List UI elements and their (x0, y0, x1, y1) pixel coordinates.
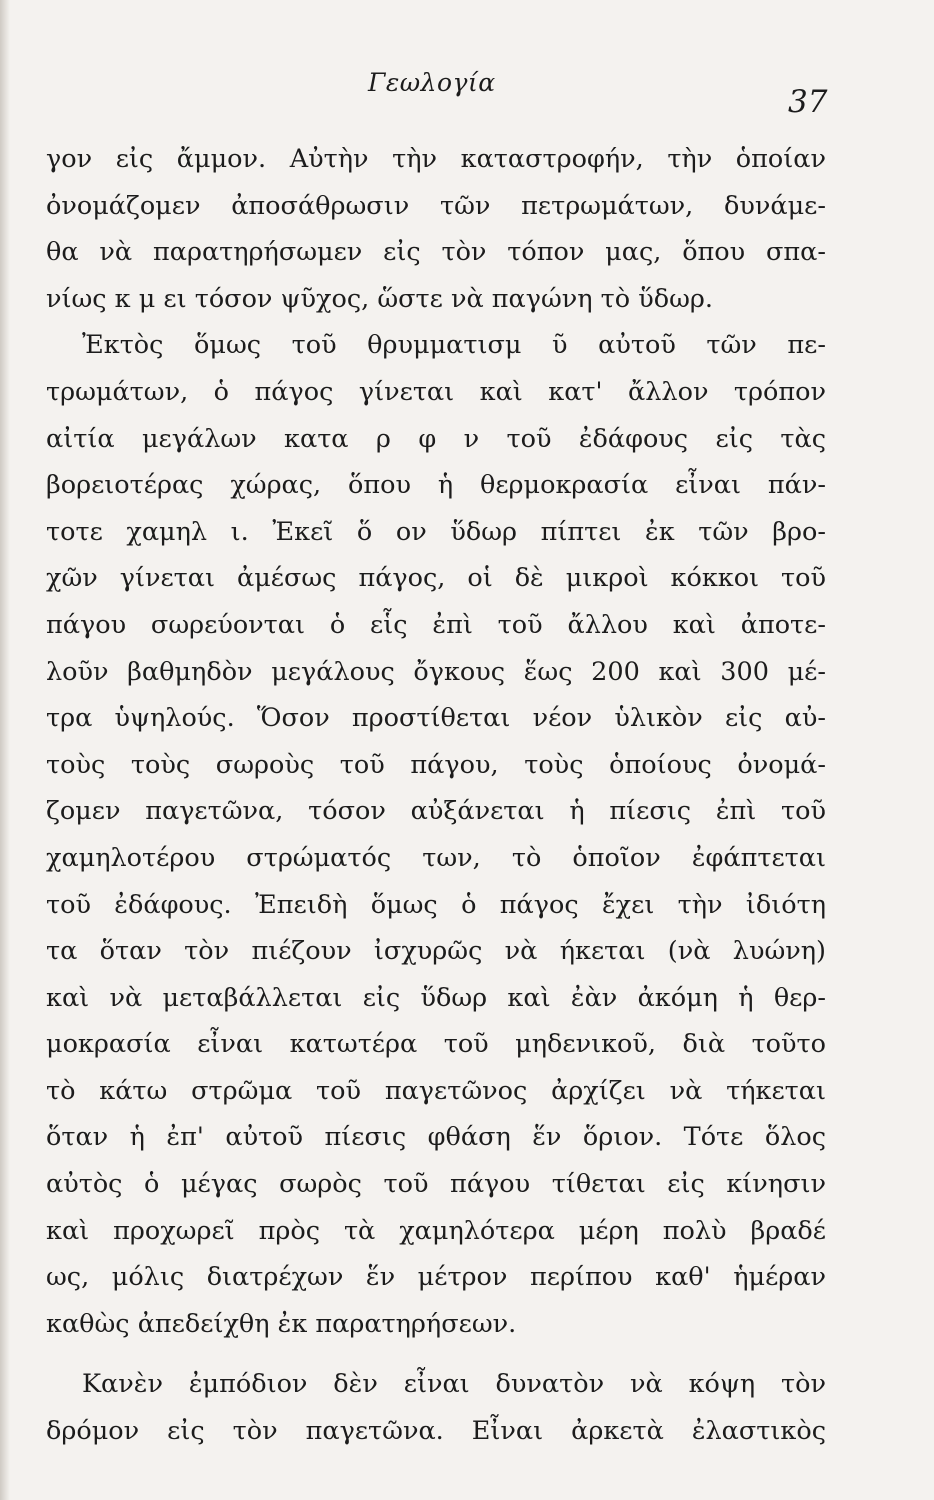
text-line: τοὺς τοὺς σωροὺς τοῦ πάγου, τοὺς ὁποίους ὀνομά- (46, 749, 826, 780)
text-line: μοκρασία εἶναι κατωτέρα τοῦ μηδενικοῦ, διὰ τοῦτο (46, 1029, 826, 1060)
text-line: νίως κ μ ει τόσον ψῦχος, ὥστε νὰ παγώνη τὸ ὕδωρ. (46, 283, 713, 314)
running-head-title: Γεωλογία (368, 68, 496, 97)
text-line: ζομεν παγετῶνα, τόσον αὐξάνεται ἡ πίεσις ἐπὶ τοῦ (46, 796, 826, 827)
text-line: γον εἰς ἄμμον. Αὐτὴν τὴν καταστροφήν, τὴν ὁποίαν (46, 144, 826, 174)
text-line: χαμηλοτέρου στρώματός των, τὸ ὁποῖον ἐφάπτεται (46, 842, 826, 873)
text-line: τοτε χαμηλ ι. Ἐκεῖ ὅ ον ὕδωρ πίπτει ἐκ τῶν βρο- (46, 516, 826, 547)
text-line: τρωμάτων, ὁ πάγος γίνεται καὶ κατ' ἄλλον τρόπον (46, 376, 826, 407)
page-number: 37 (788, 84, 828, 120)
page-edge-shadow (0, 0, 10, 1500)
text-line: τοῦ ἐδάφους. Ἐπειδὴ ὅμως ὁ πάγος ἔχει τὴν ἰδιότη (46, 889, 826, 920)
text-line: Ἐκτὸς ὅμως τοῦ θρυμματισμ ῦ αὐτοῦ τῶν πε- (82, 330, 826, 361)
text-line: ὀνομάζομεν ἀποσάθρωσιν τῶν πετρωμάτων, δυνάμε- (46, 190, 826, 221)
text-line: καθὼς ἀπεδείχθη ἐκ παρατηρήσεων. (46, 1308, 517, 1339)
text-body (46, 136, 826, 1455)
text-line: ως, μόλις διατρέχων ἕν μέτρον περίπου καθ' ἡμέραν (46, 1262, 826, 1293)
text-line: καὶ νὰ μεταβάλλεται εἰς ὕδωρ καὶ ἐὰν ἀκόμη ἡ θερ- (46, 982, 826, 1013)
text-line: καὶ προχωρεῖ πρὸς τὰ χαμηλότερα μέρη πολὺ βραδέ (46, 1215, 826, 1246)
text-line: λοῦν βαθμηδὸν μεγάλους ὄγκους ἕως 200 καὶ 300 μέ- (46, 656, 826, 687)
text-line: αὐτὸς ὁ μέγας σωρὸς τοῦ πάγου τίθεται εἰς κίνησιν (46, 1169, 826, 1200)
text-line: τὸ κάτω στρῶμα τοῦ παγετῶνος ἀρχίζει νὰ τήκεται (46, 1075, 826, 1106)
text-line: πάγου σωρεύονται ὁ εἷς ἐπὶ τοῦ ἄλλου καὶ ἀποτε- (46, 609, 826, 640)
text-line: αἰτία μεγάλων κατα ρ φ ν τοῦ ἐδάφους εἰς τὰς (46, 423, 826, 454)
text-line: ὅταν ἡ ἐπ' αὐτοῦ πίεσις φθάση ἕν ὅριον. Τότε ὅλος (46, 1122, 826, 1153)
text-line: δρόμον εἰς τὸν παγετῶνα. Εἶναι ἀρκετὰ ἐλαστικὸς (46, 1416, 826, 1447)
text-line: βορειοτέρας χώρας, ὅπου ἡ θερμοκρασία εἶναι πάν- (46, 470, 826, 501)
text-line: χῶν γίνεται ἀμέσως πάγος, οἱ δὲ μικροὶ κόκκοι τοῦ (46, 563, 826, 594)
text-line: τρα ὑψηλούς. Ὅσον προστίθεται νέον ὑλικὸν εἰς αὐ- (46, 703, 826, 734)
text-line: Κανὲν ἐμπόδιον δὲν εἶναι δυνατὸν νὰ κόψη τὸν (82, 1369, 826, 1400)
text-line: θα νὰ παρατηρήσωμεν εἰς τὸν τόπον μας, ὅπου σπα- (46, 237, 826, 268)
text-line: τα ὅταν τὸν πιέζουν ἰσχυρῶς νὰ ήκεται (νὰ λυώνη) (46, 936, 826, 967)
